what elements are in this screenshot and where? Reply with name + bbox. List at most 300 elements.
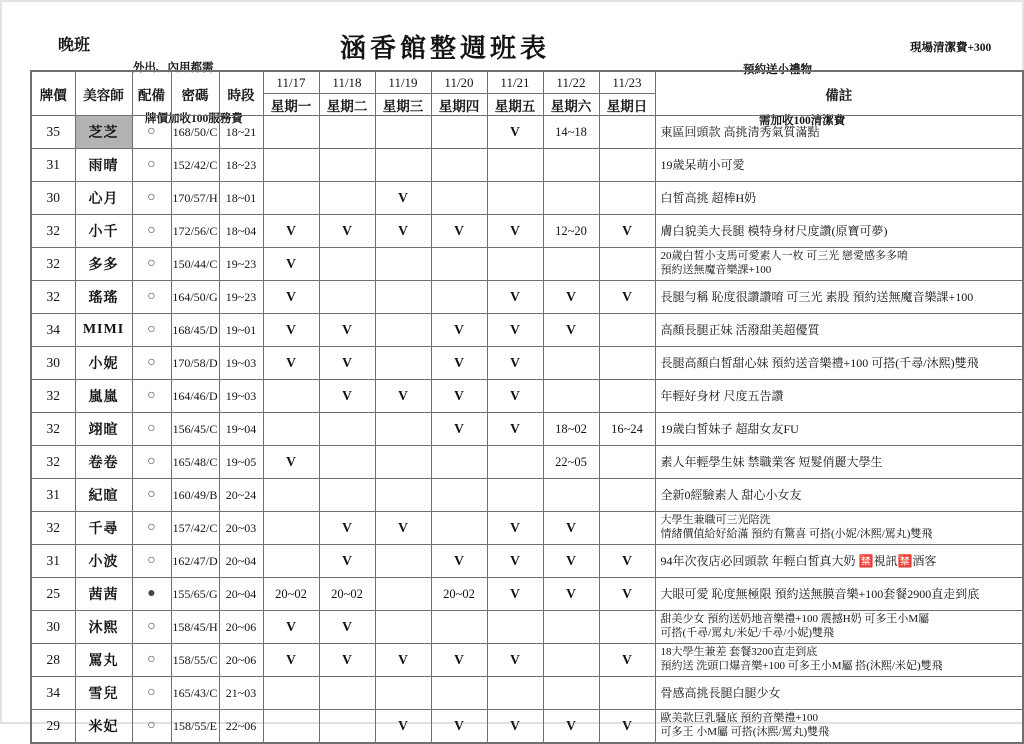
price-cell: 29 (31, 710, 75, 744)
remark-line: 白皙高挑 超棒H奶 (660, 190, 757, 205)
price-cell: 32 (31, 380, 75, 413)
beautician-name: 芝芝 (75, 116, 132, 149)
day-cell (319, 116, 375, 149)
day-cell (487, 677, 543, 710)
day-cell (543, 248, 599, 281)
code-cell: 158/45/H (171, 611, 219, 644)
day-cell (543, 149, 599, 182)
price-cell: 28 (31, 644, 75, 677)
price-cell: 32 (31, 248, 75, 281)
col-header-date: 11/21 (487, 71, 543, 94)
equip-indicator: ○ (132, 281, 171, 314)
day-cell: V (375, 182, 431, 215)
day-cell: V (319, 380, 375, 413)
col-header-weekday: 星期六 (543, 94, 599, 116)
day-cell (375, 611, 431, 644)
equip-indicator: ○ (132, 149, 171, 182)
remark-line: 全新0經驗素人 甜心小女友 (660, 487, 802, 502)
equip-indicator: ○ (132, 545, 171, 578)
equip-indicator: ○ (132, 644, 171, 677)
remark-cell (655, 182, 1023, 215)
day-cell: V (263, 281, 319, 314)
remark-line: 歐美款巨乳騷底 預約音樂禮+100 (660, 712, 818, 725)
day-cell: 14~18 (543, 116, 599, 149)
day-cell (375, 281, 431, 314)
remark-line: 預約送無魔音樂課+100 (660, 264, 772, 276)
remark-line: 19歲呆萌小可愛 (660, 157, 745, 172)
price-cell: 31 (31, 479, 75, 512)
hours-cell: 22~06 (219, 710, 263, 744)
day-cell (319, 677, 375, 710)
equip-indicator: ○ (132, 677, 171, 710)
header-row-dates (31, 71, 1023, 94)
day-cell: V (263, 314, 319, 347)
beautician-name: 小波 (75, 545, 132, 578)
table-row (31, 578, 1023, 611)
equip-indicator: ○ (132, 446, 171, 479)
day-cell (431, 248, 487, 281)
hours-cell: 20~24 (219, 479, 263, 512)
remark-line: 可多王 小M屬 可搭(沐熙/罵丸)雙飛 (660, 726, 830, 738)
hours-cell: 19~03 (219, 380, 263, 413)
code-cell: 170/58/D (171, 347, 219, 380)
beautician-name: 翊暄 (75, 413, 132, 446)
day-cell: V (319, 644, 375, 677)
day-cell (599, 182, 655, 215)
day-cell: V (543, 545, 599, 578)
table-row (31, 116, 1023, 149)
equip-indicator: ○ (132, 710, 171, 744)
price-cell: 30 (31, 182, 75, 215)
remark-cell (655, 446, 1023, 479)
day-cell (487, 248, 543, 281)
remark-line: 大眼可愛 恥度無極限 預約送無膜音樂+100套餐2900直走到底 (660, 586, 980, 601)
table-row (31, 710, 1023, 744)
day-cell: V (319, 512, 375, 545)
remark-cell (655, 347, 1023, 380)
hours-cell: 20~03 (219, 512, 263, 545)
day-cell: V (263, 644, 319, 677)
day-cell (487, 479, 543, 512)
day-cell (319, 149, 375, 182)
day-cell: V (487, 413, 543, 446)
day-cell (431, 677, 487, 710)
col-header-weekday: 星期三 (375, 94, 431, 116)
beautician-name: 心月 (75, 182, 132, 215)
day-cell: V (431, 215, 487, 248)
remark-line: 18大學生兼差 套餐3200直走到底 (660, 646, 818, 659)
remark-line: 東區回頭款 高挑清秀氣質滿點 (660, 124, 820, 139)
day-cell: V (487, 644, 543, 677)
col-header-weekday: 星期四 (431, 94, 487, 116)
hours-cell: 19~01 (219, 314, 263, 347)
table-row (31, 545, 1023, 578)
day-cell (599, 116, 655, 149)
code-cell: 165/48/C (171, 446, 219, 479)
day-cell (263, 116, 319, 149)
day-cell (263, 413, 319, 446)
day-cell: V (543, 578, 599, 611)
beautician-name: 沐熙 (75, 611, 132, 644)
day-cell: V (487, 710, 543, 744)
day-cell: V (487, 512, 543, 545)
day-cell (375, 545, 431, 578)
day-cell: V (319, 545, 375, 578)
day-cell (487, 611, 543, 644)
booking-gift-note-line2: 需加收100清潔費 (759, 115, 846, 128)
day-cell (543, 182, 599, 215)
beautician-name: 瑤瑤 (75, 281, 132, 314)
code-cell: 162/47/D (171, 545, 219, 578)
day-cell (375, 446, 431, 479)
hours-cell: 20~06 (219, 644, 263, 677)
table-row (31, 149, 1023, 182)
table-row (31, 644, 1023, 677)
equip-indicator: ○ (132, 611, 171, 644)
day-cell: V (487, 116, 543, 149)
day-cell (263, 512, 319, 545)
code-cell: 150/44/C (171, 248, 219, 281)
col-header-hours: 時段 (219, 71, 263, 116)
day-cell (375, 578, 431, 611)
beautician-name: 千尋 (75, 512, 132, 545)
price-cell: 31 (31, 149, 75, 182)
hours-cell: 19~23 (219, 248, 263, 281)
beautician-name: 紀暄 (75, 479, 132, 512)
price-cell: 32 (31, 446, 75, 479)
day-cell: 12~20 (543, 215, 599, 248)
day-cell: V (543, 512, 599, 545)
day-cell (431, 479, 487, 512)
day-cell (431, 611, 487, 644)
remark-line: 膚白貌美大長腿 模特身材尺度讚(原寶可夢) (660, 223, 888, 238)
day-cell: V (431, 347, 487, 380)
col-header-weekday: 星期日 (599, 94, 655, 116)
remark-line: 可搭(千尋/罵丸/米妃/千尋/小妮)雙飛 (660, 627, 835, 639)
remark-line: 大學生兼職可三光陪洗 (660, 514, 771, 527)
remark-line: 高顏長腿正妹 活潑甜美超優質 (660, 322, 820, 337)
price-cell: 30 (31, 347, 75, 380)
table-row (31, 446, 1023, 479)
beautician-name: 多多 (75, 248, 132, 281)
beautician-name: 嵐嵐 (75, 380, 132, 413)
day-cell (599, 479, 655, 512)
col-header-price: 牌價 (31, 71, 75, 116)
day-cell: V (263, 446, 319, 479)
day-cell (431, 149, 487, 182)
day-cell: V (543, 314, 599, 347)
day-cell (263, 545, 319, 578)
booking-gift-note-line1: 預約送小禮物 (743, 63, 812, 76)
table-row (31, 281, 1023, 314)
day-cell (263, 677, 319, 710)
remark-line: 長腿勻稱 恥度很讚讚唷 可三光 素股 預約送無魔音樂課+100 (660, 289, 974, 304)
remark-cell (655, 710, 1023, 744)
day-cell: V (599, 578, 655, 611)
day-cell: V (487, 314, 543, 347)
day-cell (375, 116, 431, 149)
beautician-name: 雪兒 (75, 677, 132, 710)
day-cell (375, 314, 431, 347)
beautician-name: 雨晴 (75, 149, 132, 182)
table-row (31, 182, 1023, 215)
day-cell: V (431, 545, 487, 578)
equip-indicator: ○ (132, 116, 171, 149)
price-cell: 32 (31, 413, 75, 446)
code-cell: 172/56/C (171, 215, 219, 248)
day-cell (487, 182, 543, 215)
remark-line: 年輕好身材 尺度五告讚 (660, 388, 784, 403)
day-cell (319, 446, 375, 479)
code-cell: 170/57/H (171, 182, 219, 215)
table-body (31, 116, 1023, 744)
equip-indicator: ○ (132, 248, 171, 281)
table-row (31, 347, 1023, 380)
price-cell: 32 (31, 215, 75, 248)
day-cell: V (487, 347, 543, 380)
day-cell: 18~02 (543, 413, 599, 446)
day-cell (375, 248, 431, 281)
remark-cell (655, 215, 1023, 248)
remark-cell (655, 611, 1023, 644)
hours-cell: 18~23 (219, 149, 263, 182)
code-cell: 160/49/B (171, 479, 219, 512)
day-cell (543, 347, 599, 380)
col-header-code: 密碼 (171, 71, 219, 116)
hours-cell: 21~03 (219, 677, 263, 710)
day-cell: V (319, 347, 375, 380)
hours-cell: 18~04 (219, 215, 263, 248)
remark-line: 素人年輕學生妹 禁職業客 短髮俏麗大學生 (660, 454, 883, 469)
day-cell (263, 710, 319, 744)
remark-cell (655, 314, 1023, 347)
day-cell: V (431, 413, 487, 446)
code-cell: 158/55/E (171, 710, 219, 744)
table-row (31, 248, 1023, 281)
day-cell (375, 677, 431, 710)
day-cell (375, 413, 431, 446)
day-cell: V (375, 380, 431, 413)
day-cell (599, 446, 655, 479)
beautician-name: 茜茜 (75, 578, 132, 611)
day-cell: V (487, 281, 543, 314)
day-cell (263, 479, 319, 512)
equip-indicator: ○ (132, 182, 171, 215)
beautician-name: 卷卷 (75, 446, 132, 479)
price-cell: 32 (31, 512, 75, 545)
col-header-remark: 備註 (655, 71, 1023, 116)
day-cell: V (431, 644, 487, 677)
remark-line: 甜美少女 預約送奶地音樂禮+100 震撼H奶 可多王小M屬 (660, 613, 930, 626)
day-cell: V (487, 578, 543, 611)
remark-cell (655, 413, 1023, 446)
day-cell (599, 149, 655, 182)
day-cell: V (375, 644, 431, 677)
remark-cell (655, 677, 1023, 710)
remark-line: 94年次夜店必回頭款 年輕白皙真大奶 🈲視訊🈲酒客 (660, 553, 937, 568)
equip-indicator: ○ (132, 479, 171, 512)
col-header-date: 11/17 (263, 71, 319, 94)
code-cell: 157/42/C (171, 512, 219, 545)
col-header-beautician: 美容師 (75, 71, 132, 116)
day-cell: V (599, 545, 655, 578)
day-cell: 20~02 (431, 578, 487, 611)
hours-cell: 19~23 (219, 281, 263, 314)
day-cell: V (319, 215, 375, 248)
col-header-date: 11/22 (543, 71, 599, 94)
hours-cell: 20~04 (219, 545, 263, 578)
day-cell: V (543, 710, 599, 744)
service-fee-note-line2: 牌價加收100服務費 (145, 113, 243, 126)
price-cell: 34 (31, 677, 75, 710)
day-cell (319, 281, 375, 314)
remark-line: 情緒價值給好給滿 預約有驚喜 可搭(小妮/沐熙/罵丸)雙飛 (660, 528, 933, 540)
equip-indicator: ○ (132, 215, 171, 248)
code-cell: 158/55/C (171, 644, 219, 677)
day-cell (599, 347, 655, 380)
code-cell: 152/42/C (171, 149, 219, 182)
table-row (31, 611, 1023, 644)
day-cell (543, 677, 599, 710)
table-row (31, 380, 1023, 413)
remark-cell (655, 545, 1023, 578)
col-header-weekday: 星期五 (487, 94, 543, 116)
day-cell: V (431, 710, 487, 744)
table-header (31, 71, 1023, 116)
day-cell: V (263, 248, 319, 281)
beautician-name: 小妮 (75, 347, 132, 380)
day-cell (487, 149, 543, 182)
cleaning-fee-note: 現場清潔費+300 (910, 42, 992, 54)
beautician-name: 小千 (75, 215, 132, 248)
price-cell: 34 (31, 314, 75, 347)
day-cell (599, 611, 655, 644)
day-cell: V (375, 215, 431, 248)
day-cell (319, 479, 375, 512)
remark-cell (655, 479, 1023, 512)
day-cell (599, 380, 655, 413)
hours-cell: 19~03 (219, 347, 263, 380)
day-cell (431, 446, 487, 479)
table-row (31, 677, 1023, 710)
service-fee-note-line1: 外出、內用都需 (133, 61, 214, 74)
page-title: 涵香館整週班表 (340, 34, 551, 63)
day-cell (543, 611, 599, 644)
remark-line: 20歲白皙小支馬可愛素人一枚 可三光 戀愛感多多唷 (660, 250, 908, 263)
col-header-date: 11/20 (431, 71, 487, 94)
remark-cell (655, 116, 1023, 149)
day-cell (599, 512, 655, 545)
shift-label: 晚班 (58, 37, 91, 54)
remark-cell (655, 644, 1023, 677)
remark-cell (655, 512, 1023, 545)
day-cell: V (599, 281, 655, 314)
hours-cell: 18~21 (219, 116, 263, 149)
day-cell: 20~02 (319, 578, 375, 611)
day-cell (431, 182, 487, 215)
table-row (31, 314, 1023, 347)
day-cell: V (543, 281, 599, 314)
day-cell: V (431, 314, 487, 347)
day-cell (319, 248, 375, 281)
col-header-equip: 配備 (132, 71, 171, 116)
code-cell: 168/45/D (171, 314, 219, 347)
day-cell: 22~05 (543, 446, 599, 479)
day-cell: V (599, 710, 655, 744)
code-cell: 164/46/D (171, 380, 219, 413)
day-cell: V (263, 215, 319, 248)
day-cell (599, 314, 655, 347)
day-cell (431, 281, 487, 314)
col-header-weekday: 星期一 (263, 94, 319, 116)
schedule-table (30, 70, 1024, 744)
beautician-name: 罵丸 (75, 644, 132, 677)
day-cell: V (319, 314, 375, 347)
day-cell (543, 479, 599, 512)
price-cell: 25 (31, 578, 75, 611)
remark-cell (655, 149, 1023, 182)
day-cell: 20~02 (263, 578, 319, 611)
day-cell (431, 116, 487, 149)
code-cell: 168/50/C (171, 116, 219, 149)
remark-cell (655, 281, 1023, 314)
hours-cell: 19~05 (219, 446, 263, 479)
day-cell (543, 644, 599, 677)
col-header-weekday: 星期二 (319, 94, 375, 116)
day-cell: V (599, 215, 655, 248)
hours-cell: 19~04 (219, 413, 263, 446)
table-row (31, 479, 1023, 512)
day-cell (319, 182, 375, 215)
day-cell (263, 149, 319, 182)
day-cell: 16~24 (599, 413, 655, 446)
beautician-name: MIMI (75, 314, 132, 347)
price-cell: 35 (31, 116, 75, 149)
day-cell (263, 380, 319, 413)
day-cell (319, 710, 375, 744)
remark-line: 骨感高挑長腿白腿少女 (660, 685, 781, 700)
equip-indicator: ○ (132, 347, 171, 380)
day-cell (375, 479, 431, 512)
price-cell: 30 (31, 611, 75, 644)
remark-cell (655, 578, 1023, 611)
day-cell: V (487, 215, 543, 248)
remark-cell (655, 380, 1023, 413)
day-cell: V (263, 611, 319, 644)
table-row (31, 512, 1023, 545)
beautician-name: 米妃 (75, 710, 132, 744)
day-cell (599, 677, 655, 710)
day-cell (263, 182, 319, 215)
col-header-date: 11/23 (599, 71, 655, 94)
day-cell: V (487, 380, 543, 413)
day-cell (431, 512, 487, 545)
code-cell: 165/43/C (171, 677, 219, 710)
day-cell: V (263, 347, 319, 380)
table-row (31, 215, 1023, 248)
code-cell: 156/45/C (171, 413, 219, 446)
day-cell (375, 347, 431, 380)
day-cell (375, 149, 431, 182)
col-header-date: 11/19 (375, 71, 431, 94)
hours-cell: 20~04 (219, 578, 263, 611)
remark-cell (655, 248, 1023, 281)
equip-indicator: ○ (132, 413, 171, 446)
equip-indicator: ● (132, 578, 171, 611)
hours-cell: 18~01 (219, 182, 263, 215)
day-cell (319, 413, 375, 446)
code-cell: 164/50/G (171, 281, 219, 314)
